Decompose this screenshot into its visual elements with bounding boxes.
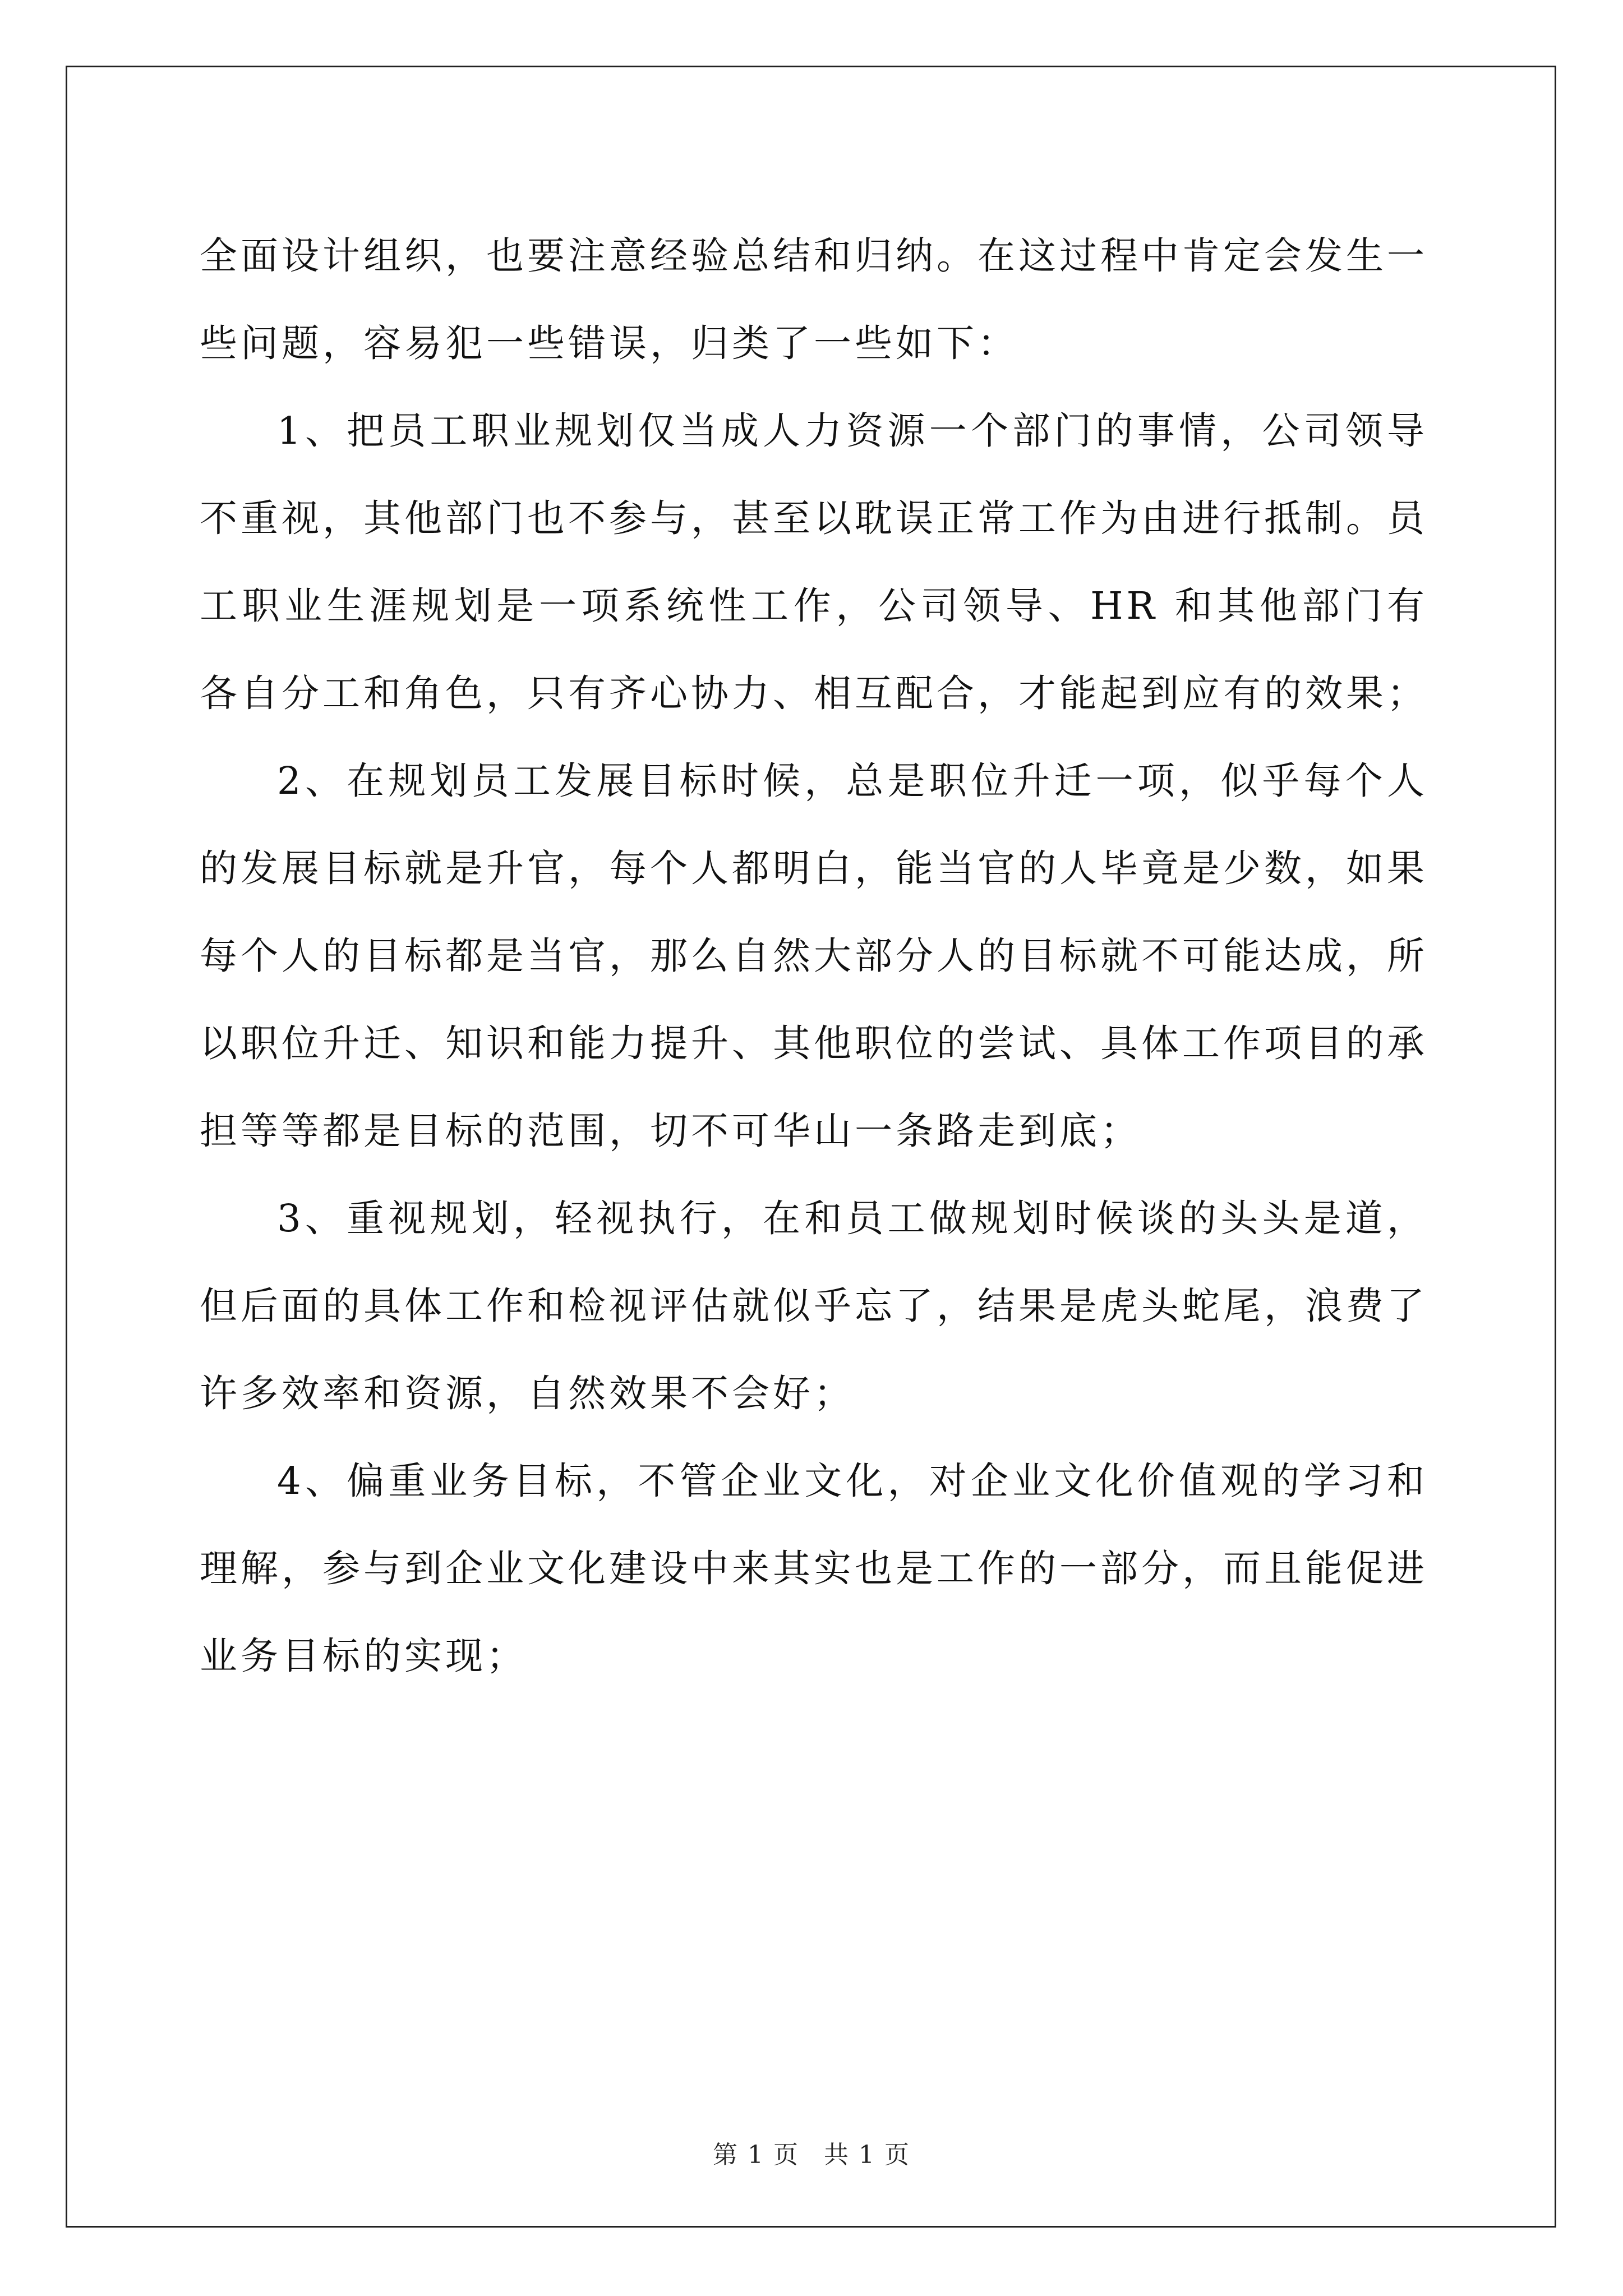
paragraph-item-1: 1、把员工职业规划仅当成人力资源一个部门的事情，公司领导不重视，其他部门也不参与，甚至以耽误正常工作为由进行抵制。员工职业生涯规划是一项系统性工作，公司领导、HR 和其他部门有各自分工和角色，只有齐心协力、相互配合，才能起到应有的效果； <box>200 409 1428 715</box>
paragraph-item-3: 3、重视规划，轻视执行，在和员工做规划时候谈的头头是道，但后面的具体工作和检视评估就似乎忘了，结果是虎头蛇尾，浪费了许多效率和资源，自然效果不会好； <box>200 1197 1428 1415</box>
paragraph-item-4: 4、偏重业务目标，不管企业文化，对企业文化价值观的学习和理解，参与到企业文化建设中来其实也是工作的一部分，而且能促进业务目标的实现； <box>200 1459 1428 1678</box>
page-total: 共 1 页 <box>824 2141 910 2169</box>
paragraph-item-2: 2、在规划员工发展目标时候，总是职位升迁一项，似乎每个人的发展目标就是升官，每个人都明白，能当官的人毕竟是少数，如果每个人的目标都是当官，那么自然大部分人的目标就不可能达成，所以职位升迁、知识和能力提升、其他职位的尝试、具体工作项目的承担等等都是目标的范围，切不可华山一条路走到底； <box>200 759 1428 1153</box>
paragraph-intro: 全面设计组织，也要注意经验总结和归纳。在这过程中肯定会发生一些问题，容易犯一些错误，归类了一些如下： <box>200 234 1428 365</box>
page-number: 第 1 页 <box>713 2141 799 2169</box>
document-body <box>200 212 1428 1700</box>
page-footer <box>0 2134 1623 2170</box>
